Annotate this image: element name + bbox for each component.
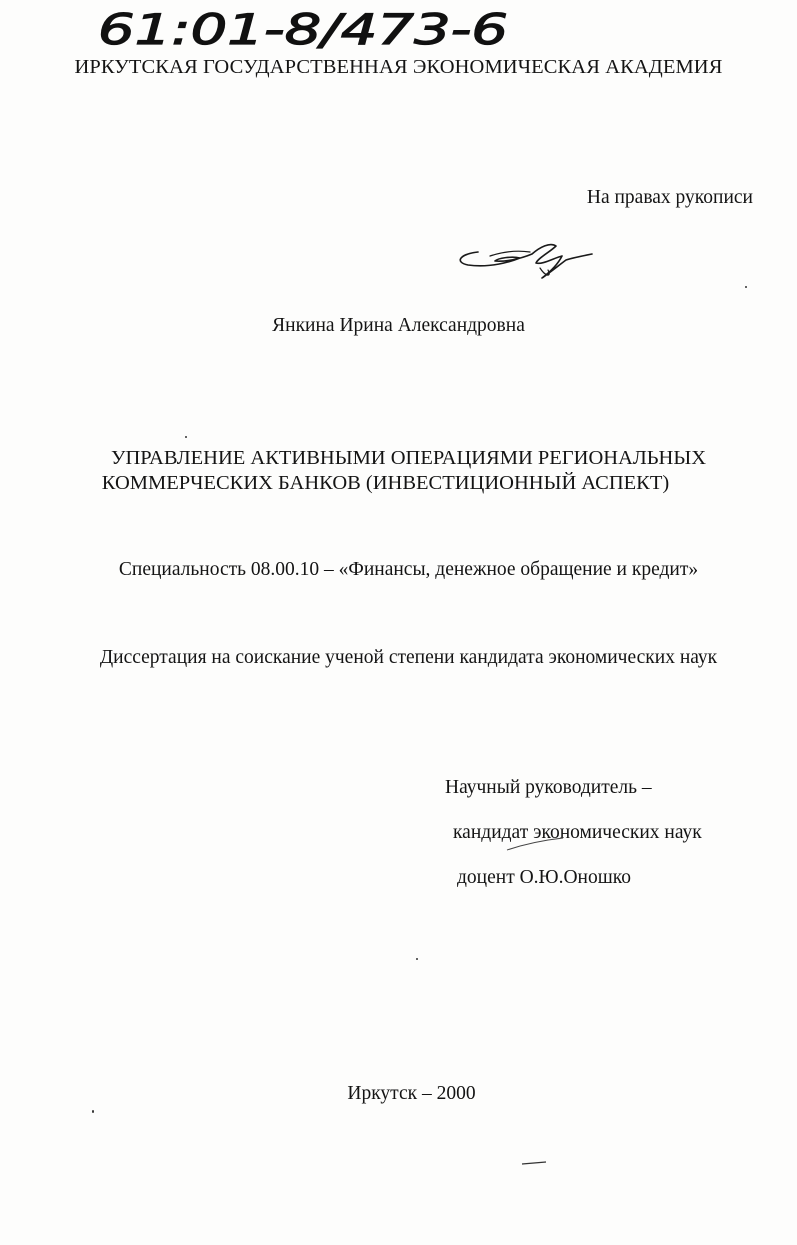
city-and-year: Иркутск – 2000 bbox=[347, 1083, 476, 1104]
scan-speck bbox=[92, 1110, 94, 1113]
specialty-line: Специальность 08.00.10 – «Финансы, денежное обращение и кредит» bbox=[118, 559, 699, 580]
supervisor-label: Научный руководитель – bbox=[445, 777, 652, 798]
scan-speck bbox=[185, 436, 187, 438]
supervisor-degree: кандидат экономических наук bbox=[453, 822, 702, 843]
pen-stroke-mark bbox=[505, 834, 565, 854]
dissertation-degree-line: Диссертация на соискание ученой степени кандидата экономических наук bbox=[99, 647, 718, 668]
handwritten-signature-icon bbox=[450, 232, 600, 284]
manuscript-rights-note: На правах рукописи bbox=[586, 187, 753, 208]
scan-speck bbox=[416, 958, 418, 960]
handwritten-code-text: 61:01-8/473-6 bbox=[98, 5, 508, 54]
author-name: Янкина Ирина Александровна bbox=[272, 315, 525, 336]
scan-stroke bbox=[520, 1158, 550, 1168]
scan-speck bbox=[745, 286, 747, 288]
institution-name: ИРКУТСКАЯ ГОСУДАРСТВЕННАЯ ЭКОНОМИЧЕСКАЯ АКАДЕМИЯ bbox=[74, 56, 723, 78]
handwritten-archive-code bbox=[92, 2, 522, 54]
handwritten-code-drawing bbox=[92, 2, 522, 54]
thesis-title-line-1: УПРАВЛЕНИЕ АКТИВНЫМИ ОПЕРАЦИЯМИ РЕГИОНАЛЬНЫХ bbox=[110, 447, 707, 469]
supervisor-name: доцент О.Ю.Оношко bbox=[457, 867, 631, 888]
thesis-title-line-2: КОММЕРЧЕСКИХ БАНКОВ (ИНВЕСТИЦИОННЫЙ АСПЕКТ) bbox=[101, 472, 670, 494]
